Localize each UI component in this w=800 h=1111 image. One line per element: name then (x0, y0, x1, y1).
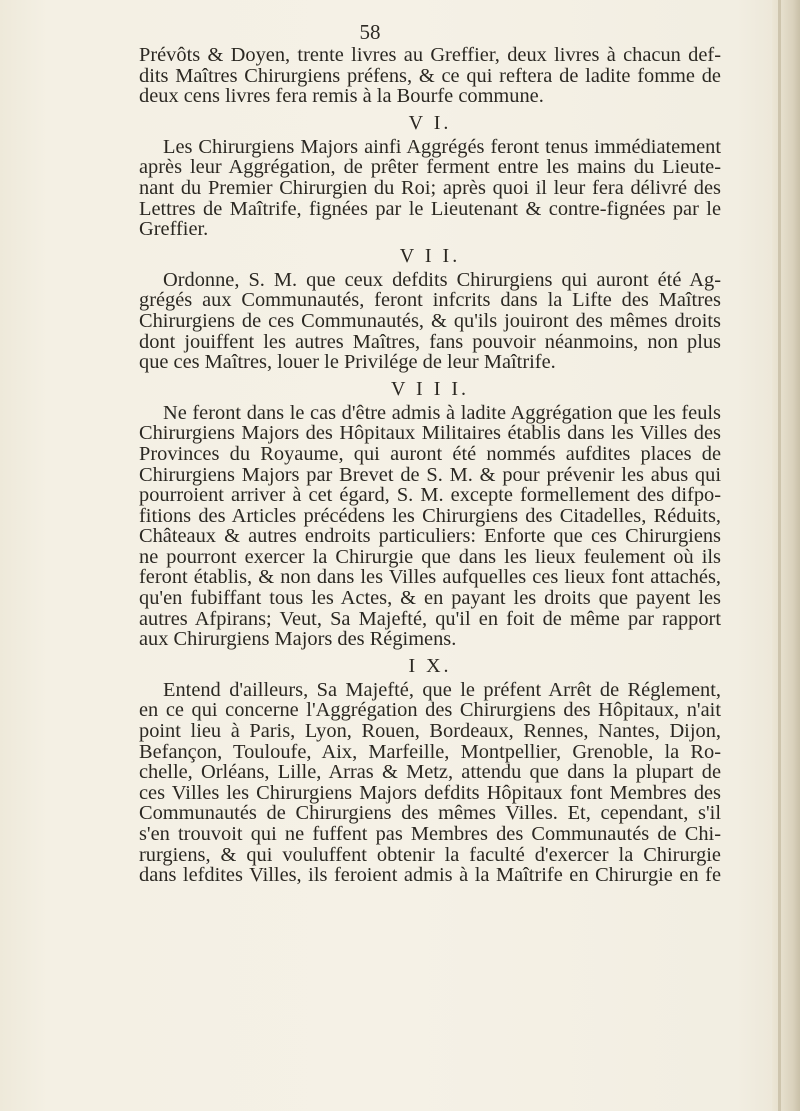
text-line: point lieu à Paris, Lyon, Rouen, Bordeaux, Rennes, Nantes, Dijon, (139, 720, 721, 743)
text-line: qu'en fubiffant tous les Actes, & en payant les droits que payent les (139, 587, 721, 610)
text-line: Greffier. (139, 218, 209, 241)
article-paragraph (139, 270, 721, 373)
text-line: Ne feront dans le cas d'être admis à ladite Aggrégation que les feuls (163, 401, 721, 424)
article-paragraph (139, 403, 721, 650)
text-line: dont jouiffent les autres Maîtres, fans pouvoir néanmoins, non plus (139, 330, 721, 353)
article-heading: V I I I. (390, 377, 470, 400)
text-line: pourroient arriver à cet égard, S. M. excepte formellement des difpo- (139, 484, 721, 507)
text-line: en ce qui concerne l'Aggrégation des Chirurgiens des Hôpitaux, n'ait (139, 699, 721, 722)
article-heading: V I. (408, 111, 452, 134)
text-line: Chirurgiens Majors des Hôpitaux Militaires établis dans les Villes des (139, 422, 721, 445)
text-line: autres Afpirans; Veut, Sa Majefté, qu'il en foit de même par rapport (139, 607, 721, 630)
text-line: fitions des Articles précédens les Chirurgiens des Citadelles, Réduits, (139, 504, 721, 527)
text-line: Prévôts & Doyen, trente livres au Greffier, deux livres à chacun def- (139, 44, 721, 66)
text-line: Chirurgiens de ces Communautés, & qu'ils jouiront des mêmes droits (139, 309, 721, 332)
text-line: Les Chirurgiens Majors ainfi Aggrégés feront tenus immédiatement (163, 135, 721, 158)
page-body (139, 45, 721, 886)
text-line: Provinces du Royaume, qui auront été nommés aufdites places de (139, 442, 721, 465)
text-line: après leur Aggrégation, de prêter ferment entre les mains du Lieute- (139, 156, 721, 179)
text-line: Châteaux & autres endroits particuliers: Enforte que ces Chirurgiens (139, 525, 721, 548)
article-paragraph (139, 137, 721, 240)
article-paragraph (139, 680, 721, 886)
text-line: rurgiens, & qui vouluffent obtenir la faculté d'exercer la Chirurgie (139, 843, 721, 866)
text-line: que ces Maîtres, louer le Privilége de leur Maîtrife. (139, 351, 556, 374)
text-line: ne pourront exercer la Chirurgie que dans les lieux feulement où ils (139, 545, 721, 568)
page-right-edge (772, 0, 800, 1111)
text-line: dans lefdites Villes, ils feroient admis à la Maîtrife en Chirurgie en fe (139, 864, 721, 887)
text-line: grégés aux Communautés, feront infcrits dans la Lifte des Maîtres (139, 289, 721, 312)
text-line: feront établis, & non dans les Villes aufquelles ces lieux font attachés, (139, 566, 721, 589)
text-line: Entend d'ailleurs, Sa Majefté, que le préfent Arrêt de Réglement, (163, 678, 721, 701)
text-line: dits Maîtres Chirurgiens préfens, & ce qui reftera de ladite fomme de (139, 64, 721, 87)
text-line: chelle, Orléans, Lille, Arras & Metz, attendu que dans la plupart de (139, 761, 721, 784)
text-line: ces Villes les Chirurgiens Majors defdits Hôpitaux font Membres des (139, 781, 721, 804)
text-line: Communautés de Chirurgiens des mêmes Villes. Et, cependant, s'il (139, 802, 721, 825)
text-line: deux cens livres fera remis à la Bourfe commune. (139, 85, 544, 108)
text-line: Lettres de Maîtrife, fignées par le Lieutenant & contre-fignées par le (139, 197, 721, 220)
text-line: s'en trouvoit qui ne fuffent pas Membres des Communautés de Chi- (139, 823, 721, 845)
article-heading: V I I. (399, 244, 461, 267)
page-number: 58 (359, 20, 381, 44)
article-heading: I X. (408, 654, 452, 677)
intro-paragraph (139, 45, 721, 107)
text-line: Chirurgiens Majors par Brevet de S. M. & pour prévenir les abus qui (139, 463, 721, 486)
text-line: nant du Premier Chirurgien du Roi; après quoi il leur fera délivré des (139, 176, 721, 199)
text-line: Befançon, Touloufe, Aix, Marfeille, Montpellier, Grenoble, la Ro- (139, 740, 721, 763)
text-line: Ordonne, S. M. que ceux defdits Chirurgiens qui auront été Ag- (163, 268, 721, 291)
text-line: aux Chirurgiens Majors des Régimens. (139, 628, 457, 651)
